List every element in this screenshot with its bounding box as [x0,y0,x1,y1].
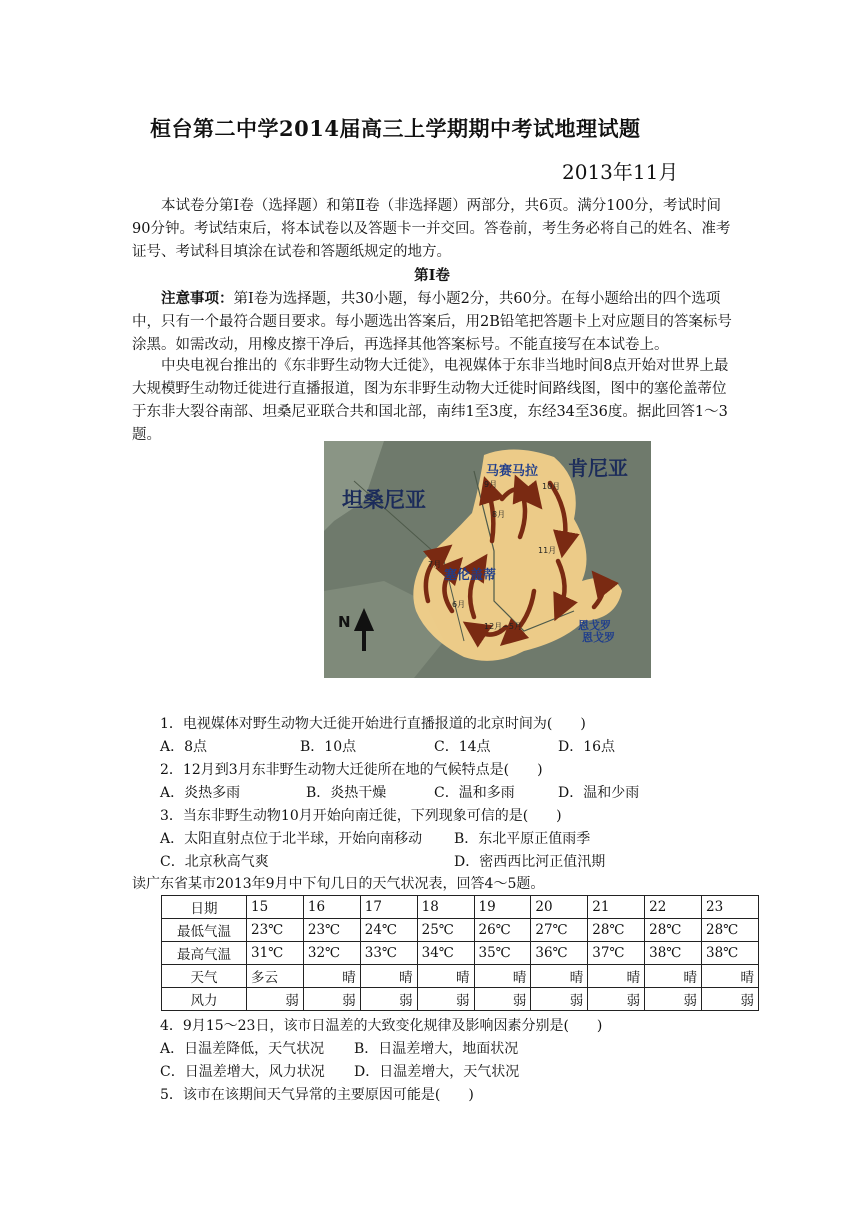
q1-option-a: A．8点 [160,739,208,755]
cell-min-temp: 26℃ [474,919,531,942]
passage-migration: 中央电视台推出的《东非野生动物大迁徙》，电视媒体于东非当地时间8点开始对世界上最大规模野生动物迁徙进行直播报道，图为东非野生动物大迁徙时间路线图，图中的塞伦盖蒂位于东非大裂谷南部、坦桑尼亚联合共和国北部，南纬1至3度，东经34至36度。据此回答1～3题。 [132,358,729,443]
question-2: 2．12月到3月东非野生动物大迁徙所在地的气候特点是( ) [160,762,543,778]
question-3: 3．当东非野生动物10月开始向南迁徙，下列现象可信的是( ) [160,808,562,824]
q4-option-b: B．日温差增大，地面状况 [354,1041,519,1057]
row-header-wind: 风力 [162,988,247,1011]
cell-date: 21 [588,896,645,919]
exam-title: 桓台第二中学2014届高三上学期期中考试地理试题 [150,116,641,141]
cell-max-temp: 31℃ [247,942,304,965]
label-ngorongoro: 恩戈罗 [578,619,611,632]
q1-option-d: D．16点 [558,739,616,755]
cell-min-temp: 28℃ [588,919,645,942]
question-1-options [160,736,720,758]
cell-max-temp: 38℃ [645,942,702,965]
notice-text: 第Ⅰ卷为选择题，共30小题，每小题2分，共60分。在每小题给出的四个选项中，只有一个最符合题目要求。每小题选出答案后，用2B铅笔把答题卡上对应题目的答案标号涂黑。如需改动，用橡皮擦干净后，再选择其他答案标号。不能直接写在本试卷上。 [132,291,732,353]
row-header-min-temp: 最低气温 [162,919,247,942]
cell-min-temp: 23℃ [303,919,360,942]
row-header-weather: 天气 [162,965,247,988]
cell-max-temp: 37℃ [588,942,645,965]
q3-option-b: B．东北平原正值雨季 [454,831,591,847]
q3-option-d: D．密西西比河正值汛期 [454,854,606,870]
cell-min-temp: 28℃ [702,919,759,942]
cell-weather: 多云 [247,965,304,988]
cell-weather: 晴 [303,965,360,988]
migration-map [324,441,651,678]
cell-date: 19 [474,896,531,919]
row-header-max-temp: 最高气温 [162,942,247,965]
month-8: 8月 [492,510,506,519]
row-header-date: 日期 [162,896,247,919]
question-4: 4．9月15～23日，该市日温差的大致变化规律及影响因素分别是( ) [160,1018,603,1034]
label-serengeti: 塞伦盖蒂 [444,568,497,583]
month-9: 9月 [484,480,498,489]
cell-weather: 晴 [531,965,588,988]
cell-wind: 弱 [702,988,759,1011]
cell-weather: 晴 [360,965,417,988]
month-10: 10月 [542,482,561,491]
q4-option-a: A．日温差降低，天气状况 [160,1041,325,1057]
month-6: 6月 [452,600,466,609]
cell-date: 20 [531,896,588,919]
cell-max-temp: 38℃ [702,942,759,965]
cell-date: 18 [417,896,474,919]
q2-option-d: D．温和少雨 [558,785,640,801]
cell-weather: 晴 [645,965,702,988]
cell-max-temp: 34℃ [417,942,474,965]
table-row-weather [162,965,759,988]
q2-option-c: C．温和多雨 [434,785,515,801]
cell-max-temp: 32℃ [303,942,360,965]
q3-option-c: C．北京秋高气爽 [160,854,269,870]
cell-weather: 晴 [417,965,474,988]
cell-weather: 晴 [702,965,759,988]
month-7: 7月 [428,560,442,569]
q2-option-b: B．炎热干燥 [306,785,387,801]
label-kenya: 肯尼亚 [568,456,628,480]
cell-wind: 弱 [303,988,360,1011]
cell-min-temp: 25℃ [417,919,474,942]
cell-date: 15 [247,896,304,919]
q1-option-b: B．10点 [300,739,357,755]
cell-date: 23 [702,896,759,919]
q3-option-a: A．太阳直射点位于北半球，开始向南移动 [160,831,423,847]
cell-date: 22 [645,896,702,919]
cell-date: 17 [360,896,417,919]
month-11: 11月 [538,546,557,555]
cell-max-temp: 36℃ [531,942,588,965]
cell-wind: 弱 [360,988,417,1011]
table-row-max-temp [162,942,759,965]
notice-paragraph [132,287,732,357]
label-ngorongoro-2: 恩戈罗 [582,631,615,644]
weather-table [161,895,759,1011]
month-12-5: 12月~5月 [484,622,522,631]
cell-wind: 弱 [531,988,588,1011]
question-3-options-row1 [160,828,720,850]
intro-paragraph: 本试卷分第Ⅰ卷（选择题）和第Ⅱ卷（非选择题）两部分，共6页。满分100分，考试时间90分钟。考试结束后，将本试卷以及答题卡一并交回。答卷前，考生务必将自己的姓名、准考证号、考试科目填涂在试卷和答题纸规定的地方。 [132,198,731,260]
label-tanzania: 坦桑尼亚 [342,488,426,512]
north-label: N [338,613,351,631]
question-4-options-row1 [160,1038,720,1060]
cell-wind: 弱 [474,988,531,1011]
table-row-date [162,896,759,919]
cell-min-temp: 27℃ [531,919,588,942]
question-2-options [160,782,720,804]
cell-weather: 晴 [588,965,645,988]
cell-min-temp: 24℃ [360,919,417,942]
cell-min-temp: 23℃ [247,919,304,942]
cell-wind: 弱 [588,988,645,1011]
exam-date: 2013年11月 [562,160,679,184]
cell-max-temp: 35℃ [474,942,531,965]
label-masai-mara: 马赛马拉 [486,464,539,479]
table-row-min-temp [162,919,759,942]
q4-option-d: D．日温差增大，天气状况 [354,1064,520,1080]
cell-wind: 弱 [645,988,702,1011]
question-4-options-row2 [160,1061,720,1083]
cell-wind: 弱 [417,988,474,1011]
question-1: 1．电视媒体对野生动物大迁徙开始进行直播报道的北京时间为( ) [160,716,586,732]
table-row-wind [162,988,759,1011]
question-3-options-row2 [160,851,720,873]
cell-min-temp: 28℃ [645,919,702,942]
cell-max-temp: 33℃ [360,942,417,965]
section-title: 第Ⅰ卷 [414,267,450,284]
q1-option-c: C．14点 [434,739,491,755]
notice-label: 注意事项： [161,290,234,307]
cell-weather: 晴 [474,965,531,988]
q4-option-c: C．日温差增大，风力状况 [160,1064,325,1080]
cell-date: 16 [303,896,360,919]
cell-wind: 弱 [247,988,304,1011]
passage-weather: 读广东省某市2013年9月中下旬几日的天气状况表，回答4～5题。 [132,876,545,892]
q2-option-a: A．炎热多雨 [160,785,241,801]
question-5: 5．该市在该期间天气异常的主要原因可能是( ) [160,1087,474,1103]
